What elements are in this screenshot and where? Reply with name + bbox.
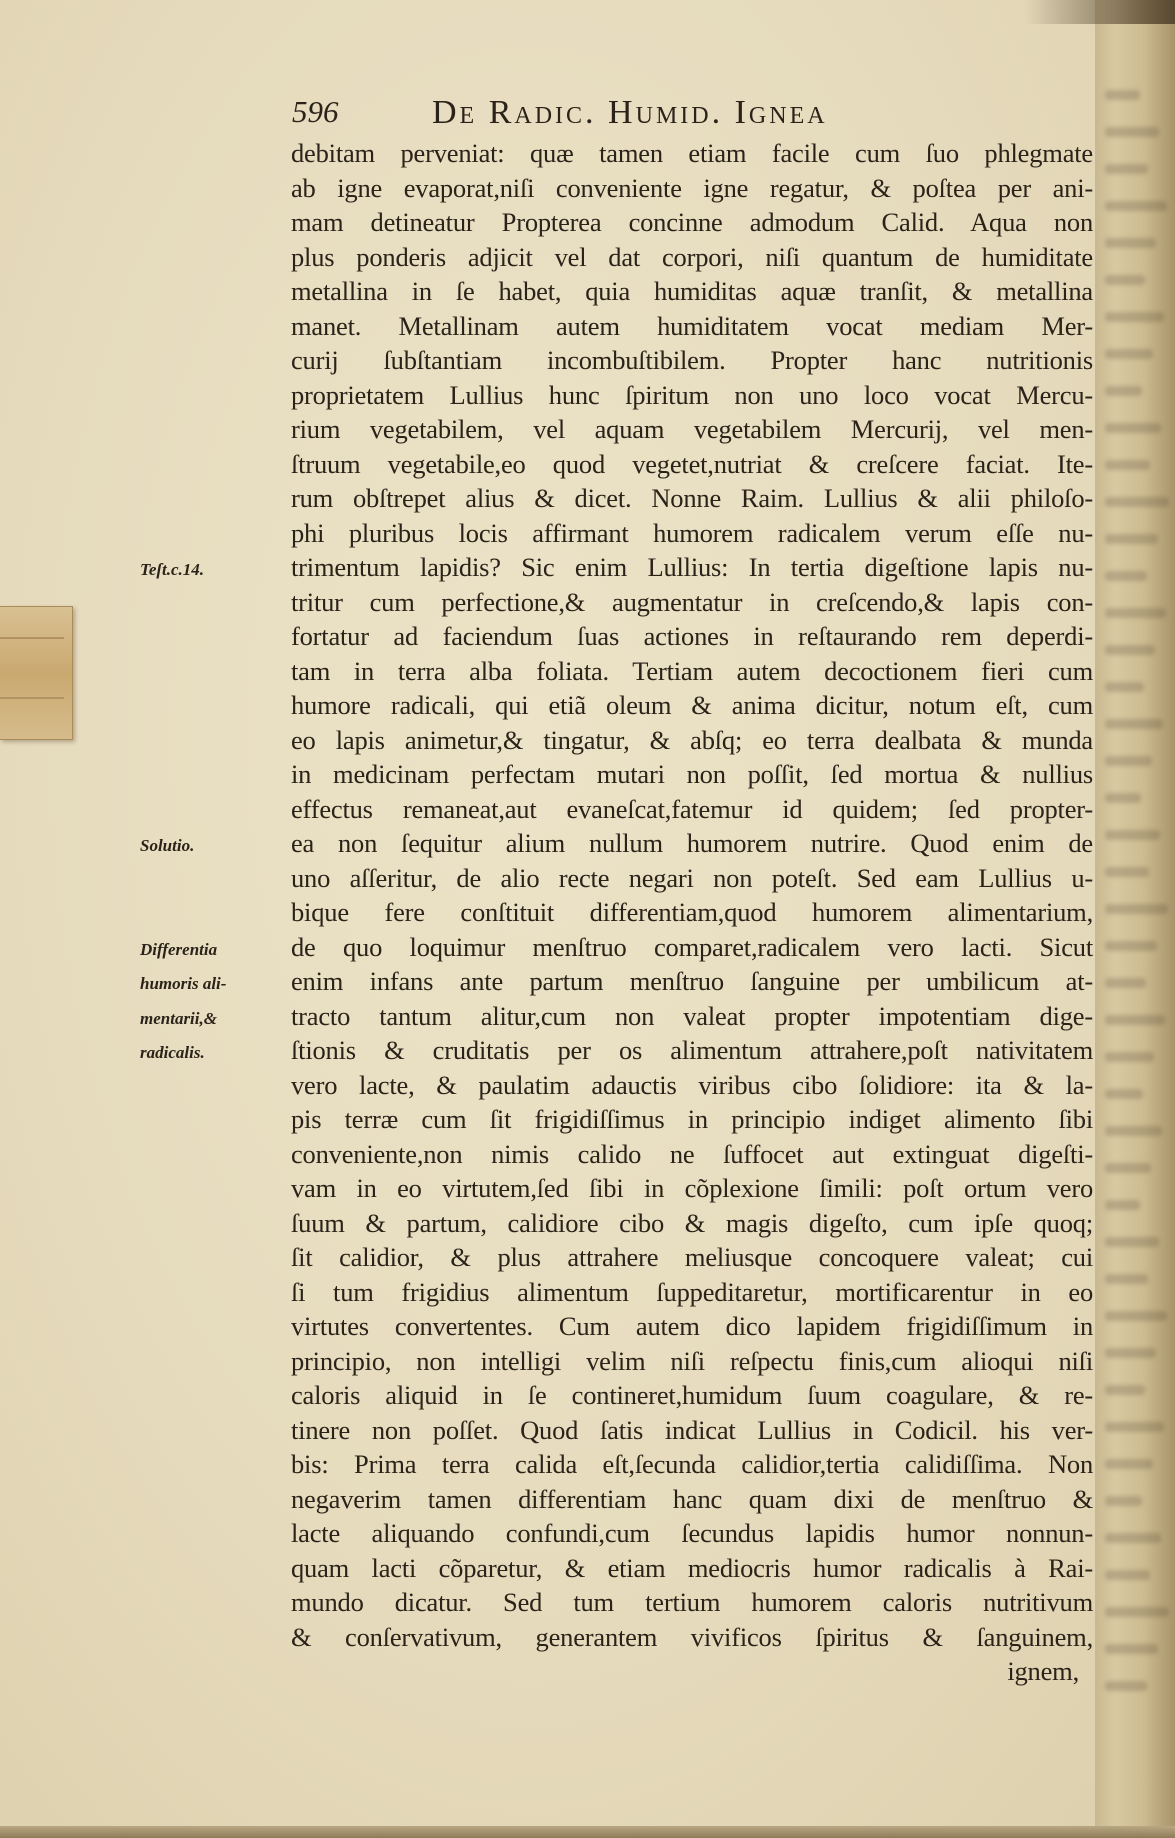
margin-note-line: humoris ali- (140, 974, 227, 993)
text-line: bique fere conſtituit differentiam,quod humorem alimentarium, (291, 897, 1093, 927)
bleed-text-mark (1105, 941, 1157, 951)
bleed-text-mark (1105, 1459, 1153, 1469)
text-line: pis terræ cum ſit frigidiſſimus in principio indiget alimento ſibi (291, 1104, 1093, 1134)
bleed-text-mark (1105, 571, 1147, 581)
bleed-text-mark (1105, 312, 1164, 322)
bleed-text-mark (1105, 1200, 1140, 1210)
corner-shadow (1025, 0, 1175, 24)
bleed-text-mark (1105, 275, 1145, 285)
text-line: ſit calidior, & plus attrahere meliusque concoquere valeat; cui (291, 1242, 1093, 1272)
bleed-text-mark (1105, 1311, 1167, 1321)
text-line: ſuum & partum, calidiore cibo & magis digeſto, cum ipſe quoq; (291, 1207, 1093, 1238)
bleed-text-mark (1105, 1644, 1158, 1654)
bleed-text-mark (1105, 719, 1163, 729)
text-line: ea non ſequitur alium nullum humorem nutrire. Quod enim de (291, 828, 1093, 858)
page-bottom-edge (0, 1826, 1175, 1838)
bleed-text-mark (1105, 127, 1159, 137)
text-line: proprietatem Lullius hunc ſpiritum non uno loco vocat Mercu- (291, 379, 1093, 410)
bleed-text-mark (1105, 497, 1169, 507)
text-line: rum obſtrepet alius & dicet. Nonne Raim. Lullius & alii philoſo- (291, 483, 1093, 513)
text-line: bis: Prima terra calida eſt,ſecunda calidior,tertia calidiſſima. Non (291, 1449, 1093, 1479)
bleed-text-mark (1105, 1052, 1154, 1062)
text-line: de quo loquimur menſtruo comparet,radicalem vero lacti. Sicut (291, 931, 1093, 962)
text-line: humore radicali, qui etiã oleum & anima dicitur, notum eſt, cum (291, 690, 1093, 720)
text-line: mam detineatur Propterea concinne admodum Calid. Aqua non (291, 207, 1093, 237)
catchword: ignem, (1007, 1656, 1079, 1686)
margin-note (140, 933, 280, 1071)
text-line: principio, non intelligi velim niſi reſpectu finis,cum alioqui niſi (291, 1345, 1093, 1376)
text-line: ab igne evaporat,niſi conveniente igne regatur, & poſtea per ani- (291, 172, 1093, 203)
bleed-text-mark (1105, 1385, 1145, 1395)
text-line: quam lacti cõparetur, & etiam mediocris humor radicalis à Rai- (291, 1552, 1093, 1583)
text-line: tinere non poſſet. Quod ſatis indicat Lullius in Codicil. his ver- (291, 1414, 1093, 1445)
bleed-text-mark (1105, 349, 1153, 359)
text-line: uno aſſeritur, de alio recte negari non poteſt. Sed eam Lullius u- (291, 862, 1093, 893)
bleed-text-mark (1105, 1274, 1148, 1284)
margin-note-line: mentarii,& (140, 1008, 217, 1028)
text-line: trimentum lapidis? Sic enim Lullius: In tertia digeſtione lapis nu- (291, 552, 1093, 582)
bleed-text-mark (1105, 1348, 1156, 1358)
text-line: vam in eo virtutem,ſed ſibi in cõplexione ſimili: poſt ortum vero (291, 1173, 1093, 1203)
bleed-text-mark (1105, 238, 1156, 248)
text-line: plus ponderis adjicit vel dat corpori, niſi quantum de humiditate (291, 241, 1093, 272)
bleed-text-mark (1105, 164, 1148, 174)
text-line: mundo dicatur. Sed tum tertium humorem caloris nutritivum (291, 1587, 1093, 1617)
text-line: caloris aliquid in ſe contineret,humidum ſuum coagulare, & re- (291, 1380, 1093, 1410)
bleed-text-mark (1105, 201, 1167, 211)
text-line: vero lacte, & paulatim adauctis viribus cibo ſolidiore: ita & la- (291, 1069, 1093, 1100)
bleed-text-mark (1105, 1533, 1161, 1543)
margin-note-line: Differentia (140, 939, 218, 959)
bleed-text-mark (1105, 867, 1149, 877)
page-header (292, 94, 986, 134)
bookmark-tab (0, 606, 73, 740)
bleed-text-mark (1105, 386, 1142, 396)
text-line: fortatur ad faciendum ſuas actiones in reſtaurando rem deperdi- (291, 621, 1093, 651)
margin-note (140, 553, 280, 588)
text-line: conveniente,non nimis calido ne ſuffocet aut extinguat digeſti- (291, 1138, 1093, 1169)
text-line: tracto tantum alitur,cum non valeat propter impotentiam dige- (291, 1000, 1093, 1031)
text-line: manet. Metallinam autem humiditatem vocat mediam Mer- (291, 310, 1093, 341)
text-line: effectus remaneat,aut evaneſcat,fatemur id quidem; ſed propter- (291, 793, 1093, 824)
text-line: ſtionis & cruditatis per os alimentum attrahere,poſt nativitatem (291, 1035, 1093, 1065)
margin-note-line: radicalis. (140, 1043, 205, 1062)
bleed-text-mark (1105, 830, 1160, 840)
bleed-text-mark (1105, 793, 1141, 803)
bleed-text-mark (1105, 1681, 1147, 1691)
text-line: in medicinam perfectam mutari non poſſit, ſed mortua & nullius (291, 759, 1093, 789)
adjacent-page-edge (1095, 0, 1175, 1838)
text-line: curij ſubſtantiam incombuſtibilem. Propter hanc nutritionis (291, 345, 1093, 375)
bleed-text-mark (1105, 1237, 1159, 1247)
bleed-text-mark (1105, 608, 1166, 618)
bleed-text-mark (1105, 1422, 1164, 1432)
bleed-text-mark (1105, 904, 1168, 914)
bleed-text-mark (1105, 423, 1161, 433)
text-line: & conſervativum, generantem vivificos ſpiritus & ſanguinem, (291, 1621, 1093, 1652)
text-line: virtutes convertentes. Cum autem dico lapidem frigidiſſimum in (291, 1311, 1093, 1341)
bleed-text-mark (1105, 682, 1144, 692)
margin-note (140, 829, 280, 864)
text-line: rium vegetabilem, vel aquam vegetabilem Mercurij, vel men- (291, 414, 1093, 444)
text-line: metallina in ſe habet, quia humiditas aquæ tranſit, & metallina (291, 276, 1093, 306)
text-line: phi pluribus locis affirmant humorem radicalem verum eſſe nu- (291, 517, 1093, 548)
bleed-text-mark (1105, 1163, 1151, 1173)
margin-note-line: Solutio. (140, 836, 195, 855)
text-line: enim infans ante partum menſtruo ſanguine per umbilicum at- (291, 966, 1093, 996)
text-line: tam in terra alba foliata. Tertiam autem decoctionem fieri cum (291, 655, 1093, 686)
bleed-text-mark (1105, 534, 1158, 544)
bleed-text-mark (1105, 1570, 1150, 1580)
text-line: ſi tum frigidius alimentum ſuppeditaretur, mortificarentur in eo (291, 1276, 1093, 1307)
bleed-text-mark (1105, 1607, 1169, 1617)
running-title: De Radic. Humid. Ignea (432, 94, 828, 131)
bleed-text-mark (1105, 460, 1150, 470)
text-line: eo lapis animetur,& tingatur, & abſq; eo terra dealbata & munda (291, 724, 1093, 755)
bleed-text-mark (1105, 756, 1152, 766)
bleed-text-mark (1105, 1496, 1142, 1506)
margin-note-line: Teſt.c.14. (140, 560, 205, 579)
bleed-text-mark (1105, 90, 1140, 100)
bleed-text-mark (1105, 1015, 1165, 1025)
text-line: debitam perveniat: quæ tamen etiam facile cum ſuo phlegmate (291, 138, 1093, 168)
text-line: lacte aliquando confundi,cum ſecundus lapidis humor nonnun- (291, 1518, 1093, 1548)
body-text (291, 136, 1093, 1689)
bleed-text-mark (1105, 1126, 1162, 1136)
bleed-text-mark (1105, 1089, 1143, 1099)
text-line: negaverim tamen differentiam hanc quam dixi de menſtruo & (291, 1483, 1093, 1514)
bleed-text-mark (1105, 978, 1146, 988)
page-number: 596 (292, 94, 339, 129)
text-line: tritur cum perfectione,& augmentatur in creſcendo,& lapis con- (291, 586, 1093, 617)
bleed-text-mark (1105, 645, 1155, 655)
text-line: ſtruum vegetabile,eo quod vegetet,nutriat & creſcere faciat. Ite- (291, 448, 1093, 479)
